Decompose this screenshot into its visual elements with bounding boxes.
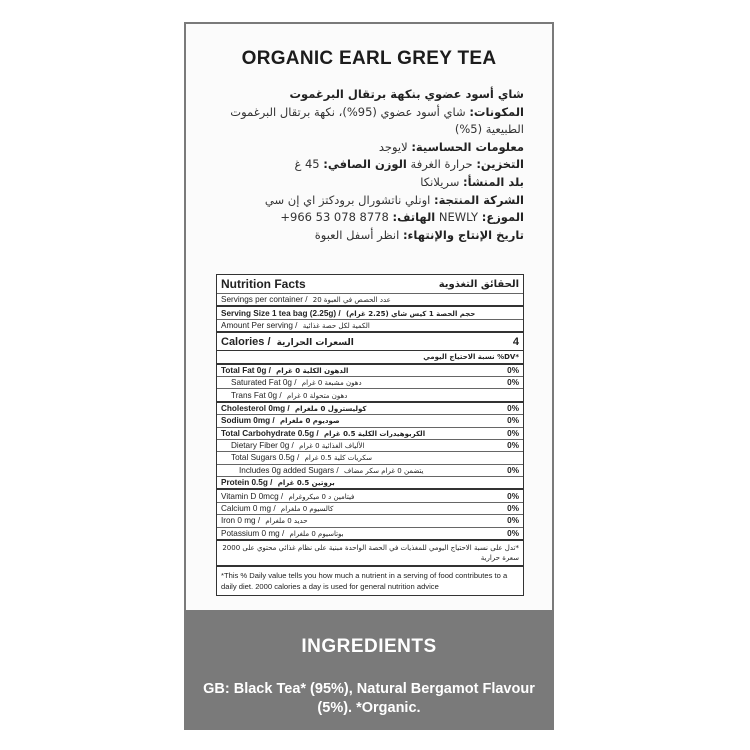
product-title: ORGANIC EARL GREY TEA <box>241 48 497 69</box>
nutrient-row: Cholesterol 0mg / كوليسترول 0 ملغرام 0% <box>217 401 523 414</box>
nutrition-facts-table <box>216 274 524 596</box>
nutrient-row: Potassium 0 mg / بوتاسيوم 0 ملغرام 0% <box>217 527 523 539</box>
nutrient-row: Total Carbohydrate 0.5g / الكربوهيدرات الكلية 0.5 غرام 0% <box>217 427 523 439</box>
allergy-ar: معلومات الحساسية: لايوجد <box>378 139 524 154</box>
nutrient-row: Protein 0.5g / بروتين 0.5 غرام <box>217 476 523 488</box>
nutrient-row: Iron 0 mg / حديد 0 ملغرام 0% <box>217 514 523 526</box>
distributor-ar: الموزع: NEWLY الهاتف: +966 53 078 8778 <box>280 210 524 225</box>
label-panel <box>186 24 552 610</box>
servings-row: Servings per container / 20 عدد الحصص في العبوة <box>217 293 523 305</box>
nutrient-row: Total Sugars 0.5g / سكريات كلية 0.5 غرام <box>217 451 523 463</box>
nutrient-row: Includes 0g added Sugars / يتضمن 0 غرام سكر مضاف 0% <box>217 464 523 476</box>
dv-header: نسبة الاحتياج اليومي %DV* <box>217 350 523 362</box>
serving-size-row: Serving Size 1 tea bag (2.25g) / حجم الحصة 1 كيس شاي (2.25 غرام) <box>217 305 523 318</box>
nutrient-row: Total Fat 0g / الدهون الكلية 0 غرام 0% <box>217 363 523 376</box>
nutrient-row: Trans Fat 0g / دهون متحولة 0 غرام <box>217 388 523 400</box>
ingredients-heading: INGREDIENTS <box>301 636 437 657</box>
dates-ar: تاريخ الإنتاج والإنتهاء: انظر أسفل العبوة <box>314 227 524 242</box>
nutrient-row: Calcium 0 mg / كالسيوم 0 ملغرام 0% <box>217 502 523 514</box>
calories-value: 4 <box>512 335 519 348</box>
nutrition-header: Nutrition Facts الحقائق التغذوية <box>221 277 519 291</box>
amount-row: Amount Per serving / الكمية لكل حصة غذائية <box>217 319 523 331</box>
ingredients-text: GB: Black Tea* (95%), Natural Bergamot Flavour (5%). *Organic. <box>203 681 535 716</box>
producer-ar: الشركة المنتجة: اونلي ناتشورال برودكتز اي إن سي <box>264 192 524 207</box>
nutrient-row: Saturated Fat 0g / دهون مشبعة 0 غرام 0% <box>217 376 523 388</box>
nutrient-row: Sodium 0mg / صوديوم 0 ملغرام 0% <box>217 414 523 426</box>
footnote-ar: *تدل على نسبة الاحتياج اليومي للمغذيات في الحصة الواحدة مبنية على نظام غذائي محتوي على 2000 سعرة حرارية <box>217 539 523 565</box>
nutrient-row: Dietary Fiber 0g / الألياف الغذائية 0 غرام 0% <box>217 439 523 451</box>
nutrient-row: Vitamin D 0mcg / فيتامين د 0 ميكروغرام 0% <box>217 488 523 501</box>
product-name-ar: شاي أسود عضوي بنكهة برتقال البرغموت <box>289 87 524 101</box>
calories-row: Calories / السعرات الحرارية 4 <box>217 331 523 350</box>
ingredients-ar: المكونات: شاي أسود عضوي (95%)، نكهة برتقال البرغموت الطبيعية (5%) <box>230 104 524 137</box>
origin-ar: بلد المنشأ: سريلانكا <box>420 174 524 189</box>
footnote-en: *This % Daily value tells you how much a nutrient in a serving of food contributes to a daily diet. 2000 calories a day is used for general nutrition advice <box>217 565 523 595</box>
arabic-info <box>204 86 524 244</box>
storage-weight-ar: التخزين: حرارة الغرفة الوزن الصافي: 45 غ <box>294 157 524 172</box>
